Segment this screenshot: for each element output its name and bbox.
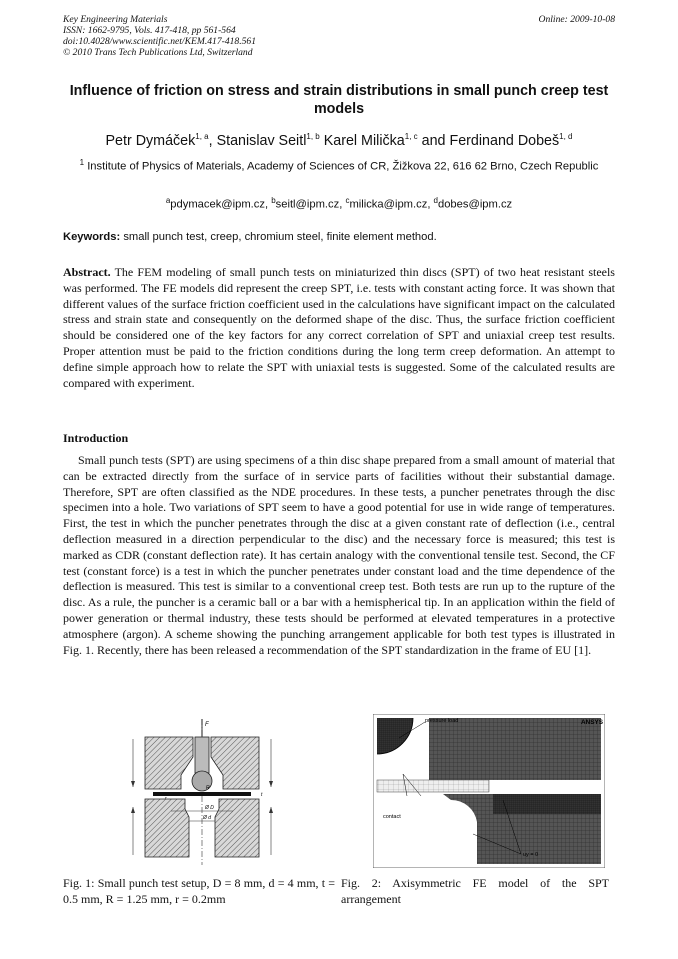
author-affiliation-mark: 1, d xyxy=(559,132,573,141)
journal-copyright: © 2010 Trans Tech Publications Ltd, Switzerland xyxy=(63,47,253,58)
section-heading-introduction: Introduction xyxy=(63,431,129,445)
thickness-label: t xyxy=(261,792,263,798)
keywords xyxy=(63,230,615,245)
email-address: seitl@ipm.cz xyxy=(275,198,340,211)
author-name: Petr Dymáček xyxy=(105,132,196,149)
email-address: milicka@ipm.cz xyxy=(349,198,428,211)
author-affiliation-mark: 1, b xyxy=(306,132,320,141)
keywords-label: Keywords: xyxy=(63,231,121,243)
abstract-text: The FEM modeling of small punch tests on miniaturized thin discs (SPT) of two heat resistant steels was performed. The FE models did represent the creep SPT, i.e. tests with constant acting force. It was shown that different values of the surface friction coefficient used in the calculations have significant impact on the calculated stress and strain state and consequently on the deformed shape of the disc. Thus, the surface friction coefficient should be considered one of the key factors for any correct correlation of SPT and uniaxial creep test results. Proper attention must be paid to the friction conditions during the long term creep deformation. An attempt to define simple approach how to relate the SPT with uniaxial tests is suggested. Some of the calculated results are compared with experiment. xyxy=(63,265,615,390)
abstract xyxy=(63,265,615,391)
author-name: Ferdinand Dobeš xyxy=(449,132,560,149)
introduction-paragraph: Small punch tests (SPT) are using specimens of a thin disc shape prepared from a small amount of material that can be extracted directly from the surface of in service parts of facilities without their substantial damage. Therefore, SPT are often classified as the NDE procedures. In these tests, a puncher penetrates through the disc specimen into a hole. Two variations of SPT seem to have a good potential for use in wide range of temperatures. First, the test in which the puncher penetrates through the disc at a given constant rate of deflection (i.e., central deflection measured in a direction perpendicular to the disc) and the necessary force is measured; this test is marked as CDR (constant deflection rate). It has certain analogy with the conventional tensile test. Second, the CF test (constant force) is a test in which the puncher penetrates under constant load and the time dependence of the deflection is measured. This test is similar to a conventional creep test. Both tests are run up to the rupture of the disc. As a rule, the puncher is a ceramic ball or a bar with a hemispherical tip. In an application within the field of power generation or thermal industry, these tests should be performed at elevated temperatures in a protective atmosphere (argon). A scheme showing the punching arrangement applicable for both test types is illustrated in Fig. 1. Recently, there has been released a recommendation of the SPT standardization in the frame of EU [1]. xyxy=(63,453,615,657)
figure-2-fe-model xyxy=(373,714,605,868)
force-label: F xyxy=(205,722,209,728)
email-address: pdymacek@ipm.cz xyxy=(170,198,265,211)
affiliation xyxy=(63,155,615,175)
keywords-text: small punch test, creep, chromium steel, finite element method. xyxy=(123,231,437,243)
email-list: $^a$pdymacek@ipm.cz, $^b$seitl@ipm.cz, $^c$milicka@ipm.cz, $^d$dobes@ipm.cz xyxy=(165,196,513,211)
paper-title: Influence of friction on stress and strain distributions in small punch creep test models xyxy=(69,83,609,117)
author-affiliation-mark: 1, c xyxy=(404,132,418,141)
diameter-D-label: Ø D xyxy=(205,805,214,811)
online-date: Online: 2009-10-08 xyxy=(538,14,615,25)
figure-1-punch-schematic xyxy=(123,717,281,867)
figure-1-caption: Fig. 1: Small punch test setup, D = 8 mm, d = 4 mm, t = 0.5 mm, R = 1.25 mm, r = 0.2mm xyxy=(63,876,335,906)
author-name: Karel Milička xyxy=(323,132,405,149)
journal-name: Key Engineering Materials xyxy=(63,14,168,25)
ansys-logo: ANSYS xyxy=(581,720,603,726)
contact-label: contact xyxy=(383,814,401,820)
radius-R-label: R xyxy=(206,785,210,791)
journal-doi: doi:10.4028/www.scientific.net/KEM.417-418.561 xyxy=(63,36,257,47)
figure-2-caption: Fig. 2: Axisymmetric FE model of the SPT arrangement xyxy=(341,876,609,906)
author-list: Petr Dymáček$^{1, a}$, Stanislav Seitl$^{1, b}$ Karel Milička$^{1, c}$ and Ferdinand Dobeš$^{1, d}$ xyxy=(105,132,573,149)
boundary-condition-label: uy = 0 xyxy=(523,852,539,858)
diameter-d-label: Ø d xyxy=(203,815,212,821)
journal-header xyxy=(63,14,615,58)
journal-issn: ISSN: 1662-9795, Vols. 417-418, pp 561-564 xyxy=(63,25,236,36)
affiliation-mark: 1 xyxy=(79,158,85,167)
pressure-load-label: pressure load xyxy=(425,718,459,724)
author-affiliation-mark: 1, a xyxy=(195,132,209,141)
affiliation-text: Institute of Physics of Materials, Academy of Sciences of CR, Žižkova 22, 616 62 Brno, Czech Republic xyxy=(87,160,599,173)
abstract-label: Abstract. xyxy=(63,265,111,279)
email-address: dobes@ipm.cz xyxy=(437,198,513,211)
author-name: Stanislav Seitl xyxy=(216,132,307,149)
